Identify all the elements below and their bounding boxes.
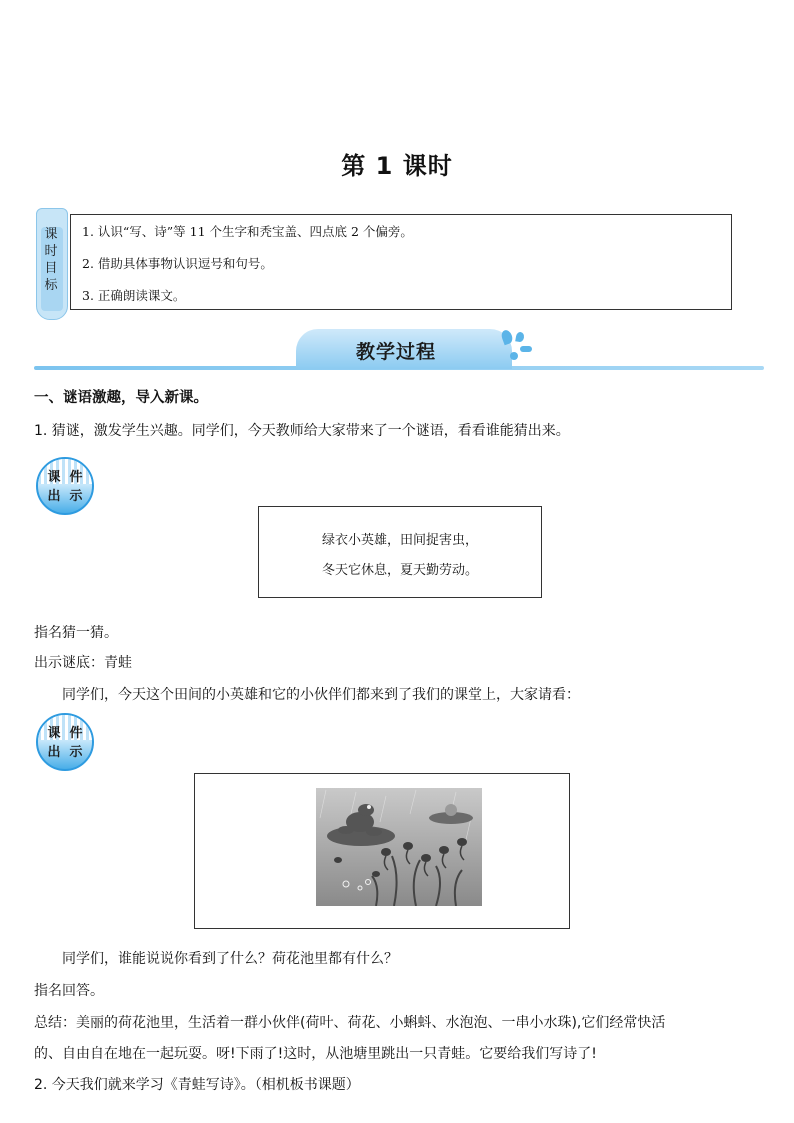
water-drop-icon [520, 346, 532, 352]
banner-title: 教学过程 [355, 341, 436, 363]
riddle-line: 绿衣小英雄，田间捉害虫， [321, 533, 478, 548]
objective-item: 3. 正确朗读课文。 [82, 288, 186, 303]
courseware-badge-icon: 课 件 出 示 [36, 457, 94, 515]
paragraph: 同学们，今天这个田间的小英雄和它的小伙伴们都来到了我们的课堂上，大家请看： [62, 687, 580, 703]
page-title: 第 1 课时 [341, 152, 453, 180]
image-frame [194, 773, 570, 929]
frog-pond-illustration [316, 788, 482, 906]
riddle-box [258, 506, 542, 598]
paragraph: 同学们，谁能说说你看到了什么？荷花池里都有什么？ [62, 951, 398, 967]
objective-item: 1. 认识“写、诗”等 11 个生字和秃宝盖、四点底 2 个偏旁。 [82, 224, 413, 239]
water-drop-icon [515, 331, 525, 342]
riddle-line: 冬天它休息，夏天勤劳动。 [321, 563, 478, 578]
paragraph: 出示谜底：青蛙 [34, 655, 132, 671]
section-heading: 一、谜语激趣，导入新课。 [34, 390, 208, 406]
paragraph: 1. 猜谜，激发学生兴趣。同学们，今天教师给大家带来了一个谜语，看看谁能猜出来。 [34, 423, 570, 439]
courseware-badge-icon: 课 件 出 示 [36, 713, 94, 771]
paragraph: 2. 今天我们就来学习《青蛙写诗》。（相机板书课题） [34, 1077, 360, 1093]
water-drop-icon [510, 352, 518, 360]
paragraph: 的、自由自在地在一起玩耍。呀!下雨了!这时，从池塘里跳出一只青蛙。它要给我们写诗了! [34, 1046, 597, 1062]
paragraph: 指名回答。 [34, 983, 104, 999]
objectives-label: 课 时 目 标 [44, 227, 58, 293]
paragraph: 指名猜一猜。 [34, 625, 118, 641]
paragraph: 总结：美丽的荷花池里，生活着一群小伙伴(荷叶、荷花、小蝌蚪、水泡泡、一串小水珠),它们经常快活 [34, 1015, 666, 1031]
objective-item: 2. 借助具体事物认识逗号和句号。 [82, 256, 273, 271]
